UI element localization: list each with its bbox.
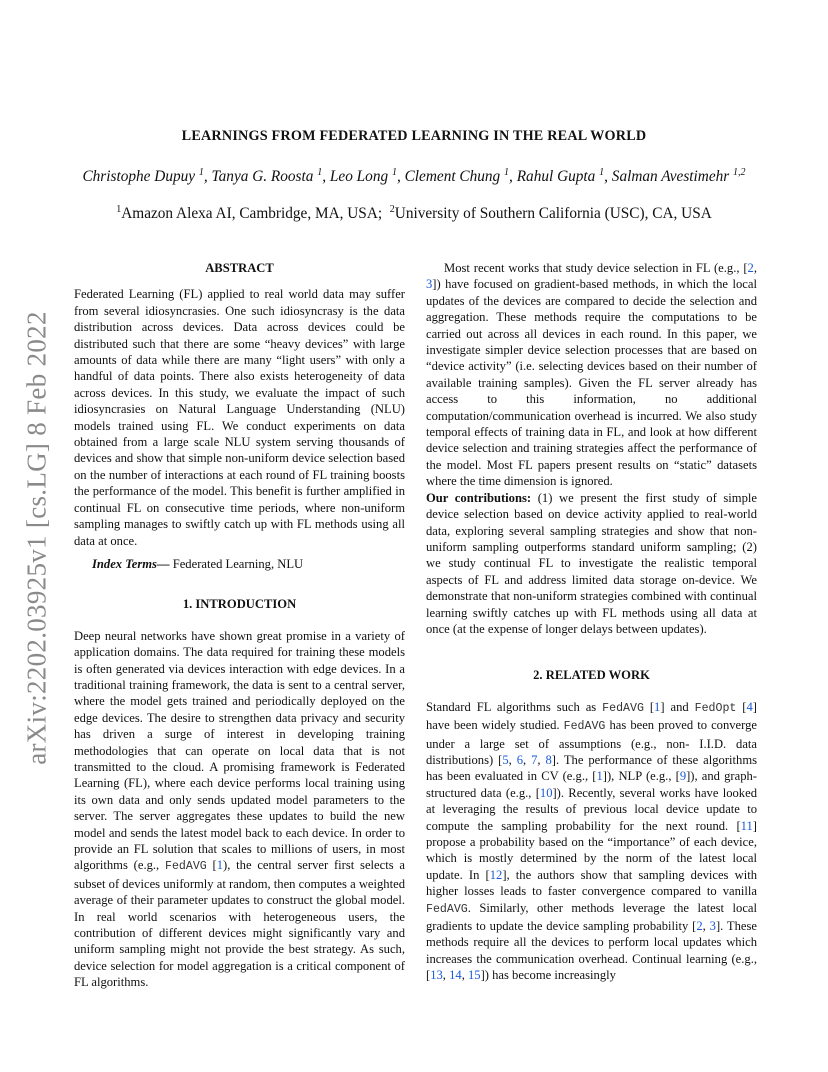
related-work-heading: 2. RELATED WORK xyxy=(533,668,650,683)
author-name: Tanya G. Roosta xyxy=(211,168,314,185)
related-text: ] have been widely studied. xyxy=(426,699,757,733)
contributions-text: (1) we present the first study of simple device selection based on device activity applied to real-world data, exploring several sampling strategies and show that non-uniform sampling outperforms standard uniform sampling; (2) we study continual FL to investigate the realistic temporal aspects of FL and address limited data storage on-device. We demonstrate that non-uniform strategies combined with continual learning swiftly catches up with FL methods using all data at once (at the expense of longer delays between updates). xyxy=(426,490,757,636)
related-text: . Similarly, other methods leverage the latest local gradients to update the device sampling probability [ xyxy=(426,900,757,934)
intro-text: ), the central server first selects a subset of devices uniformly at random, then computes a weighted average of their parameter updates to construct the global model. In real world scenarios with heterogeneous users, the contribution of different devices might significantly vary and uniform sampling might not provide the best strategy. As such, device selection for model aggregation is a critical component of FL algorithms. xyxy=(74,858,405,990)
author-name: Clement Chung xyxy=(404,168,501,185)
code-fedavg: FedAVG xyxy=(602,701,644,715)
intro-text: Most recent works that study device selection in FL (e.g., [ xyxy=(444,261,748,275)
citation-link[interactable]: 2 xyxy=(696,919,703,934)
author-affiliation-mark: 1 xyxy=(317,167,323,178)
related-text: ], the authors show that sampling devices with higher losses leads to faster convergence compared to vanilla xyxy=(426,867,757,899)
affiliation-usc: University of Southern California (USC), CA, USA xyxy=(394,205,712,222)
author-name: Rahul Gupta xyxy=(516,168,596,185)
index-terms xyxy=(74,556,405,572)
author-name: Christophe Dupuy xyxy=(82,168,196,185)
citation-link[interactable]: 11 xyxy=(740,818,753,833)
citation-link[interactable]: 1 xyxy=(654,699,661,714)
citation-link[interactable]: 5 xyxy=(502,752,509,767)
citation-link[interactable]: 1 xyxy=(596,769,603,784)
related-text: [ xyxy=(736,699,747,714)
arxiv-stamp: arXiv:2202.03925v1 [cs.LG] 8 Feb 2022 xyxy=(21,311,52,765)
affiliation-number: 2 xyxy=(389,204,395,215)
related-text: Standard FL algorithms such as xyxy=(426,699,603,714)
related-work-paragraph: Standard FL algorithms such as FedAVG [1] and FedOpt [4] have been widely studied. FedAVG has been proved to converge under a large set of assumptions (e.g., non- I.I.D. data distributions) [5, 6, 7, 8]. The performance of these algorithms has been evaluated in CV (e.g., [1]), NLP (e.g., [9]), and graph-structured data (e.g., [10]). Recently, several works have looked at leveraging the results of previous local device update to compute the sampling probability for the next round. [11] propose a probability based on the “importance” of each device, which is mostly determined by the norm of the latest local update. In [12], the authors show that sampling devices with higher losses leads to faster convergence compared to vanilla FedAVG. Similarly, other methods leverage the latest local gradients to update the device sampling probability [2, 3]. These methods require all the devices to perform local updates which increases the communication overhead. Continual learning (e.g., [13, 14, 15]) has become increasingly xyxy=(426,699,758,983)
author-affiliation-mark: 1 xyxy=(391,167,397,178)
related-text: ] propose a probability based on the “importance” of each device, which is mostly determined by the norm of the latest local update. In [ xyxy=(426,818,757,882)
paper-title: LEARNINGS FROM FEDERATED LEARNING IN THE REAL WORLD xyxy=(181,128,647,144)
code-fedopt: FedOpt xyxy=(694,701,737,715)
intro-paragraph: Deep neural networks have shown great promise in a variety of application domains. The data required for training these models is often generated via devices interaction with edge devices. In a traditional training framework, the data is sent to a central server, where the model gets trained and periodically deployed on the edge devices. The desire to strengthen data privacy and security has driven a surge of interest in developing training methodologies that can operate on local data that is not transmitted to the cloud. A promising framework is Federated Learning (FL), where each device performs local training using its own data and only sends updated model parameters to the server. The server aggregates these updates to build the new model and sends the latest model back to each device. In order to provide an FL solution that scales to millions of users, in most algorithms (e.g., FedAVG [1), the central server first selects a subset of devices uniformly at random, then computes a weighted average of their parameter updates to construct the global model. In real world scenarios with heterogeneous users, the contribution of different devices might significantly vary and uniform sampling might not provide the best strategy. As such, device selection for model aggregation is a critical component of FL algorithms. xyxy=(74,628,405,990)
author-name: Leo Long xyxy=(329,168,389,185)
related-text: [ xyxy=(643,699,655,714)
related-text: ]. These methods require all the devices to perform local updates which increases the communication overhead. Continual learning (e.g., [ xyxy=(426,919,757,983)
citation-link[interactable]: 7 xyxy=(531,752,538,767)
related-text: ]), NLP (e.g., [ xyxy=(602,769,680,784)
citation-link[interactable]: 8 xyxy=(545,752,552,767)
index-terms-text: Federated Learning, NLU xyxy=(169,556,304,571)
contributions-label: Our contributions: xyxy=(426,490,532,505)
related-text: ]) has become increasingly xyxy=(480,968,616,983)
related-text: ]), and graph-structured data (e.g., [ xyxy=(426,769,757,800)
code-fedavg: FedAVG xyxy=(164,860,207,874)
code-fedavg: FedAVG xyxy=(426,902,468,916)
intro-text: Deep neural networks have shown great promise in a variety of application domains. The data required for training these models is often generated via devices interaction with edge devices. In a traditional training framework, the data is sent to a central server, where the model gets trained and periodically deployed on the edge devices. The desire to strengthen data privacy and security has driven a surge of interest in developing training methodologies that can operate on local data that is not transmitted to the cloud. A promising framework is Federated Learning (FL), where each device performs local training using its own data and only sends updated model parameters to the server. The server aggregates these updates to build the new model and sends the latest model back to each device. In order to provide an FL solution that scales to millions of users, in most algorithms (e.g., xyxy=(74,628,405,873)
intro-heading: 1. INTRODUCTION xyxy=(182,597,297,612)
related-text: has been proved to converge under a large set of assumptions (e.g., non- I.I.D. data distributions) [ xyxy=(426,718,757,767)
citation-link[interactable]: 9 xyxy=(679,769,687,784)
author-affiliation-mark: 1 xyxy=(599,167,605,178)
citation-separator: , xyxy=(753,261,757,275)
abstract-heading: ABSTRACT xyxy=(205,261,274,275)
citation-link[interactable]: 13 xyxy=(430,968,443,983)
related-text: ]. The performance of these algorithms has been evaluated in CV (e.g., [ xyxy=(426,752,758,784)
citation-link[interactable]: 10 xyxy=(539,785,553,800)
affiliation-number: 1 xyxy=(116,204,122,215)
index-terms-label: Index Terms— xyxy=(92,556,170,571)
citation-link[interactable]: 14 xyxy=(449,968,462,983)
author-name: Salman Avestimehr xyxy=(611,168,730,185)
citation-link[interactable]: 3 xyxy=(709,919,716,934)
citation-link[interactable]: 6 xyxy=(516,752,523,767)
left-column xyxy=(74,260,405,991)
contributions-paragraph xyxy=(426,490,757,638)
right-column xyxy=(426,260,757,984)
code-fedavg: FedAVG xyxy=(563,720,606,734)
author-affiliation-mark: 1 xyxy=(198,167,204,178)
author-list: Christophe Dupuy $^1$, Tanya G. Roosta $^1$, Leo Long $^1$, Clement Chung $^1$, Rahul Gupta $^1$, Salman Avestimehr $^{1,2}$ xyxy=(82,167,746,185)
citation-link[interactable]: 3 xyxy=(426,277,433,292)
citation-link[interactable]: 12 xyxy=(489,867,503,882)
related-text: ]). Recently, several works have looked at leveraging the results of previous local device update to compute the sampling probability for the next round. [ xyxy=(426,785,757,833)
intro-continued-paragraph xyxy=(426,260,757,490)
citation-link[interactable]: 15 xyxy=(467,968,481,983)
related-text: ] and xyxy=(660,699,695,714)
citation-link[interactable]: 1 xyxy=(216,858,224,873)
citation-link[interactable]: 2 xyxy=(747,261,754,275)
author-affiliation-mark: 1,2 xyxy=(733,167,746,178)
affiliations xyxy=(0,205,828,223)
intro-text: ]) have focused on gradient-based methods, in which the local updates of the devices are compared to decide the selection and aggregation. These methods require the computations to be carried out across all devices in each round. In this paper, we investigate simpler device selection processes that are based on “device activity” (i.e. selecting devices based on their number of available training samples). Given the FL server already has access to this information, no additional computation/communication overhead is incurred. We also study temporal effects of training data in FL, and look at how different device selection and training strategies affect the performance of the model. Most FL papers present results on “static” datasets where the time dimension is ignored. xyxy=(426,277,757,489)
citation-link[interactable]: 4 xyxy=(746,699,753,714)
abstract-text: Federated Learning (FL) applied to real world data may suffer from several idiosyncrasies. One such idiosyncrasy is the data distribution across devices. Data across devices could be distributed such that there are some “heavy devices” with large amounts of data while there are many “light users” with only a handful of data points. There also exists heterogeneity of data across devices. In this study, we evaluate the impact of such idiosyncrasies on Natural Language Understanding (NLU) models trained using FL. We conduct experiments on data obtained from a large scale NLU system serving thousands of devices and show that simple non-uniform device selection based on the number of interactions at each round of FL training boosts the performance of the model. This benefit is further amplified in continual FL on consecutive time periods, where non-uniform sampling manages to swiftly catch up with FL methods using all data at once. xyxy=(74,287,405,548)
affiliation-amazon: Amazon Alexa AI, Cambridge, MA, USA; xyxy=(121,205,383,222)
author-affiliation-mark: 1 xyxy=(504,167,510,178)
